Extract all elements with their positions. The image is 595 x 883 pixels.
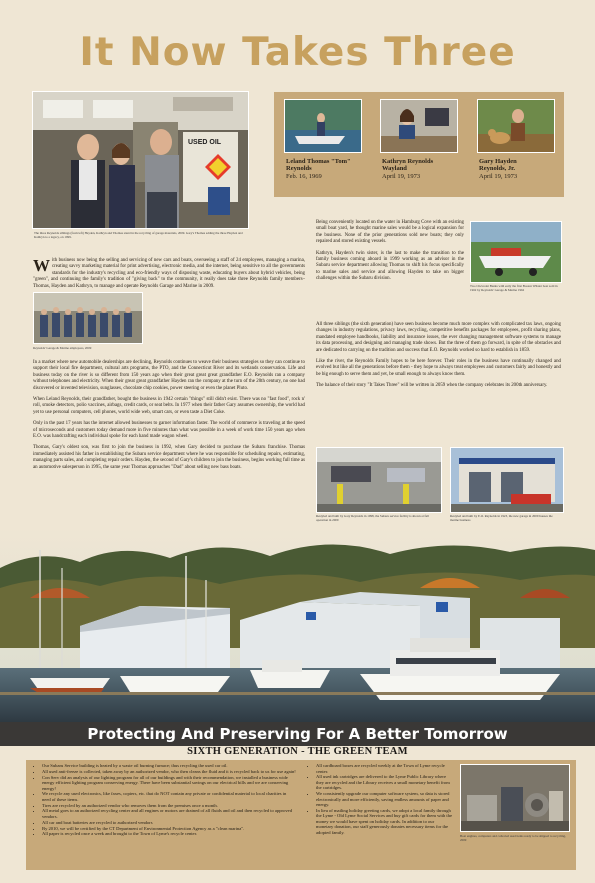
- story-r1: Being conveniently located on the water in Hamburg Cove with an existing small boat yard, he thought marine sales would be a logical expansion for the business. None of the prior generations sold new boats; they only repaired and stored existing vessels.: [316, 220, 464, 245]
- boat-photo: [470, 221, 562, 283]
- list-item: • All used ink cartridges are delivered to the Lyme Public Library where they are recycled and the Library receives a small monetary benefit from the cartridges.: [316, 774, 452, 791]
- office-portrait-illustration: [381, 100, 457, 152]
- story-p4: Only in the past 17 years has the internet allowed businesses to garner information faster. The world of commerce is traveling at the speed of microseconds and customers today demand more in five minutes than what was possible in a week of work time 150 years ago when E.O. was handcrafting each individual spoke for each hand made wagon wheel.: [33, 421, 305, 440]
- intro-dropcap: W: [33, 256, 50, 275]
- service-bay-illustration: [317, 448, 441, 512]
- list-item: • All metal goes to an authorized recycling center and all engines or motors are drained of all fluids and oil and then recycled to approved vendors.: [42, 808, 296, 819]
- main-photo-caption: The three Reynolds siblings (from left) Hayden, Kathryn and Thomas stand in the recycling of garage materials, 2009. Gary's Thomas adding the three Hayden and Kathryn to a legacy, on 1999.: [34, 231, 243, 239]
- story-r2: Kathryn, Hayden's twin sister, is the last to make the transition to the family business coming aboard in 1999 working as an advisor in the Subaru service department allowing Thomas to shift his focus specifically to marine sales and service and allowing Hayden to take on bigger challenges within the Subaru division.: [316, 250, 464, 282]
- garage-photo-illustration: [33, 92, 248, 228]
- family-name-tom-label: Leland Thomas "Tom" Reynolds: [286, 158, 351, 173]
- list-item: • All used anti-freeze is collected, taken away by an authorized vendor, who then cleans the fluid and it is recycled back to us for use again!: [42, 769, 296, 775]
- story-left-rest: [33, 360, 305, 476]
- family-name-gary: [479, 158, 539, 180]
- list-item: • Tires are recycled by an authorized vendor who removes them from the premises once a month.: [42, 803, 296, 809]
- family-date-kathryn: April 19, 1973: [382, 172, 421, 180]
- list-item: • By 2010, we will be certified by the CT Department of Environmental Protection Agency as a "clean marina".: [42, 826, 296, 832]
- recycle-photo-caption: Boat engines, computers and collected used items ready to be shipped to recycling, 2009: [460, 834, 566, 842]
- dog-portrait-illustration: [478, 100, 554, 152]
- list-item: • All car and boat batteries are recycled to authorized vendors: [42, 820, 296, 826]
- story-p2: In a market where new automobile dealerships are declining, Reynolds continues to weave their business strategies so they can continue to support their local fire department, cultural arts programs, the PTO, and the Connecticut River and its wetlands conservation. Life and business today on the river is so different from 150 years ago when their great great great grandfather E.O. Reynolds ran a company without telephones and electricity. When their great great grandfather Hayden ran the company at the turn of the 20th century, no one had discovered or invented television, sunglasses, chocolate chip cookies, power steering or even the planet Pluto.: [33, 360, 305, 391]
- family-photo-gary: [477, 99, 555, 153]
- family-photo-tom: [284, 99, 362, 153]
- story-p5: Thomas, Gary's oldest son, was first to join the business in 1992, when Gary decided to purchase the Subaru franchise. Thomas immediately assisted his father in establishing the Subaru service department where he was responsible for scheduling repairs, estimating, managing parts sales, and completing repair orders. Hayden, the second of Gary's children to join the business, begins working full time as an automotive salesperson in 1995, the same year Thomas approaches "Dad" about selling new bass boats.: [33, 445, 305, 470]
- service-caption-right: Restyled and built by E.O. Reynolds in 1923, the new garage in 2009 houses the marine business: [450, 514, 553, 522]
- green-list-left: [34, 763, 296, 837]
- green-list-left-items: [34, 763, 296, 837]
- story-r4: Like the river, the Reynolds Family hopes to be here forever. Their roles in the business have continually changed and evolved but like all the generations before them - they hope to always treat employees and customers fairly and honestly and be big enough to serve them and yet, be small enough to always know them.: [316, 359, 561, 377]
- service-caption-left: Restyled and built by Gary Reynolds in 1998, the Subaru service facility is shown at full operation in 2009: [316, 514, 429, 522]
- recycling-pile-illustration: [461, 765, 569, 831]
- list-item: • In lieu of mailing holiday greeting cards, we adopt a local family through the Lyme - Old Lyme Social Services and buy gift cards for them with the money we would have spent on holiday cards. In addition to our monetary donation, our staff generously donates necessary items for the adopted family.: [316, 808, 452, 836]
- family-date-gary: April 19, 1973: [479, 172, 518, 180]
- marina-panorama-illustration: [0, 528, 595, 722]
- family-name-tom: [286, 158, 366, 180]
- staff-group-illustration: [34, 293, 142, 343]
- boat-trailer-illustration: [471, 222, 561, 282]
- family-name-gary-label: Gary Hayden Reynolds, Jr.: [479, 158, 517, 173]
- story-p3: When Leland Reynolds, their grandfather, bought the business in 1942 certain "things" still didn't exist. There was no "fast food", rock n' roll, smoke detectors, polio vaccines, airbags, credit cards, or seat belts. In 1977 when their father Gary assumes ownership, the world had yet to use personal computers, cell phones, world wide web, smart cars, or even taste a Diet Coke.: [33, 397, 305, 415]
- recycle-photo: [460, 764, 570, 832]
- service-photo-right: [450, 447, 564, 513]
- list-item: • All cardboard boxes are recycled weekly at the Town of Lyme recycle center.: [316, 763, 452, 774]
- green-team-subtitle: SIXTH GENERATION - THE GREEN TEAM: [187, 746, 408, 757]
- story-right-bottom: [316, 322, 561, 395]
- marina-photo: [0, 528, 595, 722]
- service-photo-left: [316, 447, 442, 513]
- family-date-tom: Feb. 16, 1969: [286, 172, 322, 180]
- story-r5: The balance of their story "It Takes Three" will be written in 2059 when the company celebrates its 200th anniversary.: [316, 383, 548, 389]
- garage-exterior-illustration: [451, 448, 563, 512]
- family-name-kathryn-label: Kathryn Reynolds Wayland: [382, 158, 434, 173]
- svg-text:USED OIL: USED OIL: [188, 139, 222, 146]
- family-name-kathryn: [382, 158, 442, 180]
- green-team-banner: Protecting And Preserving For A Better Tomorrow: [0, 722, 595, 746]
- list-item: • We consistently upgrade our computer software system, so data is stored electronically and more efficiently, saving endless amounts of paper and energy.: [316, 791, 452, 808]
- staff-photo-caption: Reynolds' Garage & Marine employees, 2009: [33, 346, 92, 350]
- list-item: • Our Subaru Service building is heated by a waste oil burning furnace; thus recycling the used car oil.: [42, 763, 296, 769]
- page-title: It Now Takes Three: [79, 30, 516, 75]
- boat-portrait-illustration: [285, 100, 361, 152]
- list-item: • Con Serv did an analysis of our lighting program for all of our buildings and with their recommendation, we installed a business wide energy efficient lighting program conserving energy. There have been substantial savings on our electrical bills and we are conserving energy!: [42, 775, 296, 792]
- story-r3: All three siblings (the sixth generation) have seen business become much more complex with complicated tax laws, ongoing changes in industry regulations, privacy laws, recycling, competitive benefits packages for employees, profit sharing plans, mandated employee handbooks, liability and insurance issues, the ever changing management software systems to manage its data processing, and designing and managing trade shows. But the three of them go forward, in spite of the obstacles and are dedicated to carrying on the tradition and success that E.O. Reynolds worked so hard to establish in 1859.: [316, 322, 561, 353]
- green-team-box: [26, 760, 576, 870]
- list-item: • All paper is recycled once a week and brought to the Town of Lyme's recycle center.: [42, 831, 296, 837]
- staff-photo: [33, 292, 143, 344]
- green-list-right: [308, 763, 452, 836]
- family-photo-kathryn: [380, 99, 458, 153]
- green-list-right-items: [308, 763, 452, 835]
- main-photo: [32, 91, 249, 229]
- story-left-column: [33, 258, 305, 293]
- family-box: [274, 92, 564, 197]
- story-intro: ith business now being the selling and servicing of new cars and boats, overseeing a staff of 24 employees, managing a marina, creating savvy marketing material for print advertising, electronic media, and the internet, being sensitive to all the governments standards for the industry's recycling and eco-friendly ways of disposing waste, educating buyers about hybrid vehicles, being "green", and continuing the family's tradition of "giving back" to the community, it really does take three Reynolds family members–Thomas, Hayden and Kathryn, to manage and operate Reynolds Garage and Marine in 2009.: [33, 258, 305, 289]
- story-right-top: [316, 220, 464, 288]
- list-item: • We recycle any used electronics, like faxes, copiers, etc. that do NOT contain any private or confidential material to local charities in need of these items.: [42, 791, 296, 802]
- boat-photo-caption: Two Chevrolet Banks with early the first Boston Whaler boat sold in 1962 by Reynolds' Garage & Marine 1962: [470, 284, 558, 292]
